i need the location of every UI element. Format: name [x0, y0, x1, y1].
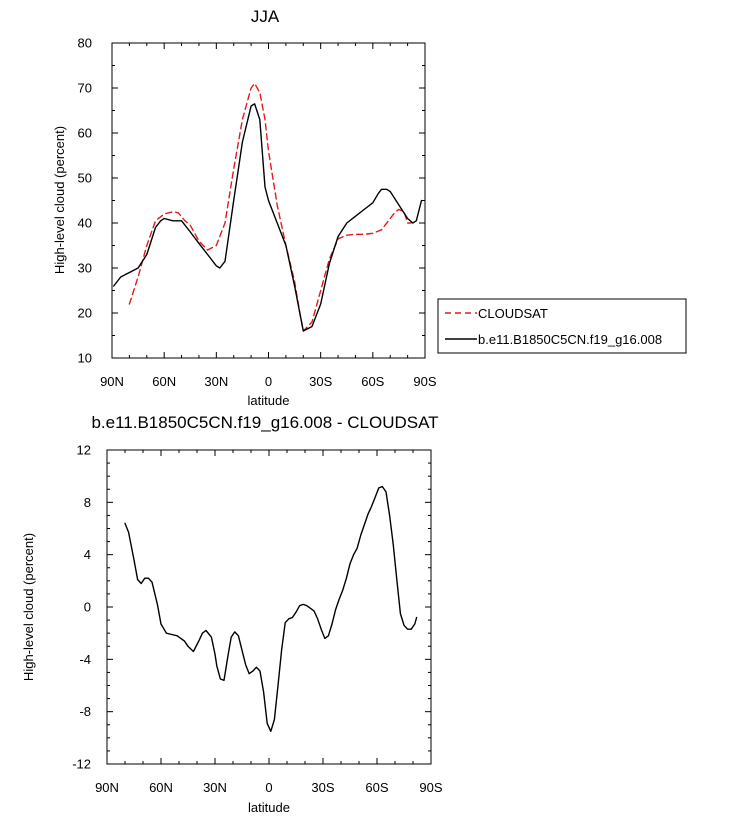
top-series-line-1 [129, 84, 411, 332]
top-chart-title: JJA [250, 7, 280, 26]
x-tick-label-60n: 60N [149, 780, 173, 795]
y-tick-label-8: 8 [83, 494, 91, 510]
y-tick-label-20: 20 [77, 305, 92, 321]
y-tick-label-80: 80 [77, 35, 92, 51]
x-tick-label-0: 0 [265, 780, 273, 795]
y-tick-label-0: 0 [83, 599, 91, 615]
y-tick-label-50: 50 [77, 170, 92, 186]
legend-label-cloudsat: CLOUDSAT [478, 306, 548, 321]
top-chart-legend [438, 299, 686, 353]
x-tick-label-30n: 30N [204, 374, 229, 389]
bottom-chart-y-tick-labels [72, 443, 91, 772]
top-chart-y-axis-label: High-level cloud (percent) [52, 125, 67, 275]
y-tick-label-minus4: -4 [79, 651, 91, 667]
top-chart-x-axis-label: latitude [247, 393, 290, 408]
x-tick-label-90s: 90S [419, 780, 443, 795]
bottom-series-line-1 [125, 487, 417, 732]
y-tick-label-4: 4 [83, 547, 91, 563]
x-tick-label-0: 0 [264, 374, 273, 389]
bottom-chart-series-lines [125, 487, 417, 732]
y-tick-label-60: 60 [77, 125, 92, 141]
x-tick-label-60s: 60S [365, 780, 389, 795]
bottom-chart-title: b.e11.B1850C5CN.f19_g16.008 - CLOUDSAT [91, 413, 439, 432]
y-tick-label-12: 12 [76, 442, 91, 458]
top-chart [52, 7, 686, 408]
top-chart-series-lines [114, 84, 422, 332]
x-tick-label-90s: 90S [413, 374, 437, 389]
top-chart-x-tick-labels [100, 374, 437, 389]
y-tick-label-30: 30 [77, 260, 92, 276]
bottom-chart-x-tick-labels [95, 780, 443, 795]
x-tick-label-60n: 60N [152, 374, 177, 389]
y-tick-label-minus12: -12 [72, 756, 91, 772]
y-tick-label-40: 40 [77, 215, 92, 231]
y-tick-label-minus8: -8 [79, 704, 91, 720]
legend-label-model: b.e11.B1850C5CN.f19_g16.008 [478, 332, 663, 347]
bottom-chart-ticks [107, 450, 431, 764]
x-tick-label-30s: 30S [309, 374, 333, 389]
x-tick-label-90n: 90N [100, 374, 124, 389]
x-tick-label-30n: 30N [203, 780, 227, 795]
x-tick-label-60s: 60S [361, 374, 385, 389]
x-tick-label-30s: 30S [311, 780, 335, 795]
bottom-chart [21, 413, 443, 815]
bottom-chart-y-axis-label: High-level cloud (percent) [21, 532, 36, 682]
bottom-chart-plot-frame [107, 450, 431, 764]
y-tick-label-70: 70 [77, 80, 92, 96]
top-chart-y-tick-labels [78, 36, 92, 366]
bottom-chart-x-axis-label: latitude [248, 800, 290, 815]
x-tick-label-90n: 90N [95, 780, 119, 795]
y-tick-label-10: 10 [77, 350, 92, 366]
